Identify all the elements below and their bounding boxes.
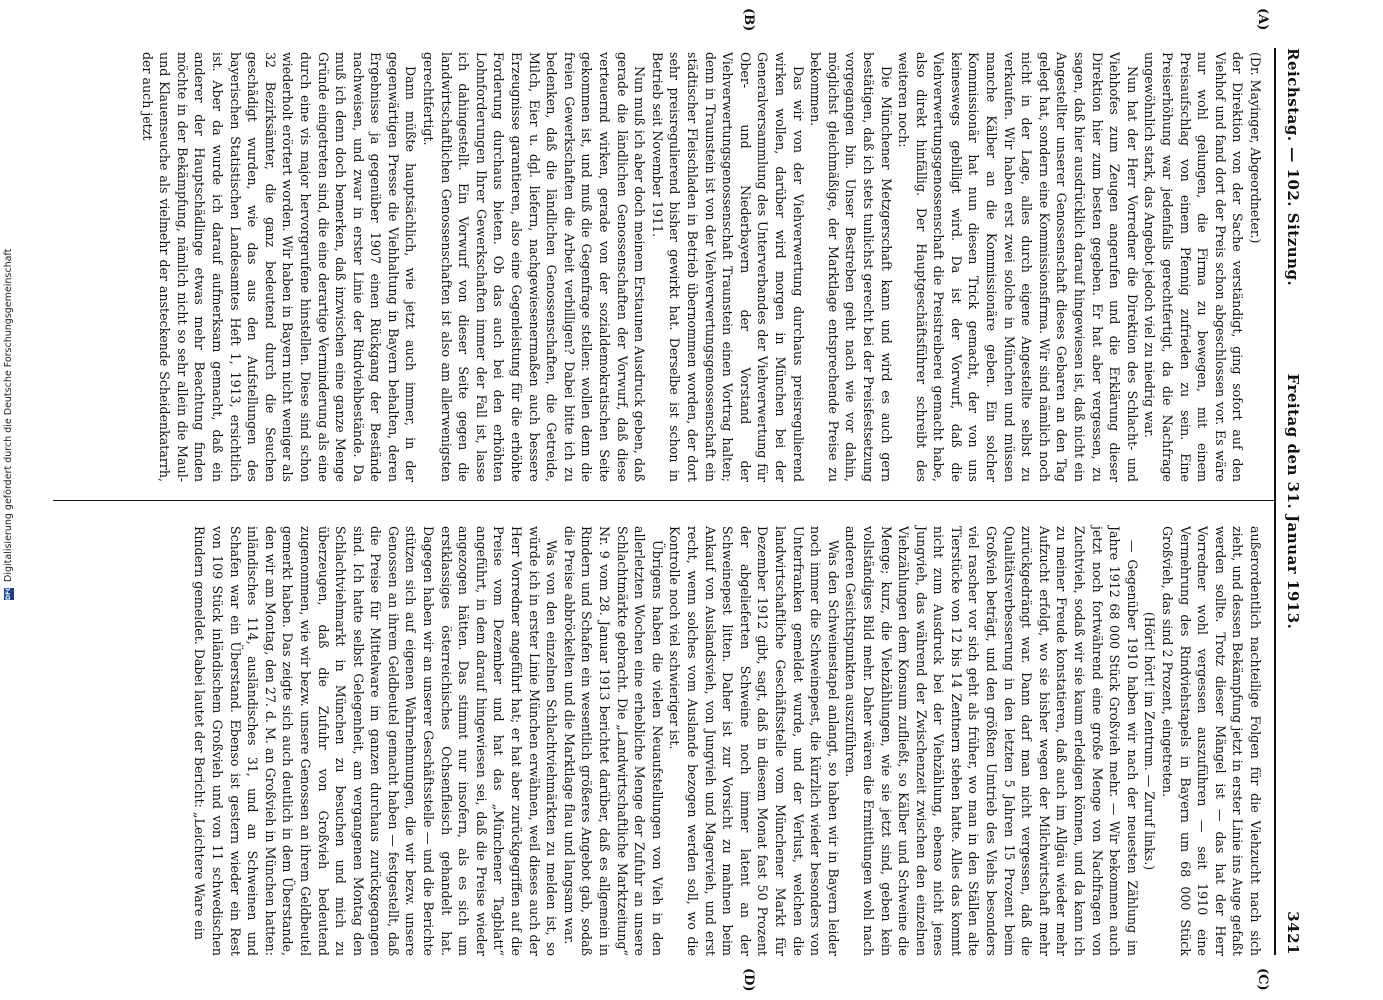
right-column bbox=[191, 526, 1264, 956]
page-header bbox=[1278, 48, 1308, 955]
header-center: Freitag den 31. Januar 1913. bbox=[1284, 373, 1302, 630]
paragraph: — Gegenüber 1910 haben wir nach der neuesten Zählung im Jahre 1912 68 000 Stück Großvieh mehr. — Wir bekommen auch jetzt noch fortwährend eine große Menge von Nachfragen von Zuchtvieh, sodaß wir sie kaum erledigen können, und da kann ich zu meiner Freude konstatieren, daß auch im Allgäu wieder mehr Aufzucht erfolgt, wo sie bisher wegen der Milchwirtschaft mehr zurückgedrängt war. Dann darf man nicht vergessen, daß die Qualitätsverbesserung in den letzten 5 Jahren 15 Prozent beim Großvieh beträgt, und den größten Umtrieb des Viehs besonders viel rascher vor sich geht als früher, wo man in den Ställen alte Tierstücke von 12 bis 14 Zentnern stehen hatte. Alles das kommt nicht zum Ausdruck bei der Viehzählung, ebenso nicht jenes Jungvieh, das während der Zwischenzeit zwischen den einzelnen Viehzählungen dem Konsum zufließt, so Kälber und Schweine die Menge; kurz, die Viehzählungen, wie sie jetzt sind, geben kein vollständiges Bild mehr. Daher wären die Ermittlungen wohl nach anderen Gesichtspunkten auszuführen. bbox=[843, 526, 1140, 956]
paragraph: Die Münchener Metzgerschaft kann und wird es auch gern bestätigen, daß ich stets tunlichst gerecht bei der Preisfestsetzung vorgegangen bin. Unser Bestreben geht nach wie vor dahin, möglichst gleichmäßige, der Marktlage entsprechende Preise zu bekommen. bbox=[808, 52, 894, 482]
paragraph: Was den Schweinestapel anlangt, so haben wir in Bayern leider noch immer die Schweinepest, die kürzlich wieder besonders von Unterfranken gemeldet wurde, und der Verlust, welchen die landwirtschaftliche Geschäftsstelle vom Münchener Markt für Dezember 1912 gibt, sagt, daß in diesem Monat fast 50 Prozent der abgelieferten Schweine noch immer latent an der Schweinepest litten. Daher ist zur Vorsicht zu mahnen beim Ankauf von Auslandsvieh, von Jungvieh und Magervieh, und erst recht, wenn solches vom Auslande bezogen werden soll, wo die Kontrolle noch viel schwieriger ist. bbox=[667, 526, 841, 956]
paragraph: Das wir von der Viehverwertung durchaus preisregulierend wirken wollen, darüber wird morgen in München bei der Generalversammlung des Unterverbandes der Viehverwertung für Ober- und Niederbayern der Vorstand der Viehverwertungsgenossenschaft Traunstein einen Vortrag halten; denn in Traunstein ist von der Viehverwertungsgenossenschaft ein städtischer Fleischladen in Betrieb übernommen worden, der dort sehr preisregulierend bisher gewirkt hat. Derselbe ist schon in Betrieb seit November 1911. bbox=[649, 52, 806, 482]
paragraph: Nun muß ich aber doch meinem Erstaunen Ausdruck geben, daß gerade die ländlichen Genossenschaften der Vorwurf, daß diese verteuernd wirken, gerade von der sozialdemokratischen Seite gekommen ist, und muß die Gegenfrage stellen: wollen denn die freien Gewerkschaften die Arbeit verbilligen? Dabei bitte ich zu bedenken, daß die ländlichen Genossenschaften, die Getreide, Milch, Eier u. dgl. liefern, nachgewiesenermaßen auch bessere Erzeugnisse garantieren, also eine Gegenleistung für die erhöhte Forderung durchaus bieten. Ob das auch bei den erhöhten Lohnforderungen Ihrer Gewerkschaften immer der Fall ist, lasse ich dahingestellt. Ein Vorwurf von dieser Seite gegen die landwirtschaftlichen Genossenschaften ist also am allerwenigsten gerechtfertigt. bbox=[421, 52, 648, 482]
paragraph: Übrigens haben die vielen Neuaufstellungen von Vieh in den allerletzten Wochen eine erhebliche Menge der Zufuhr an unsere Schlachtmärkte gebracht. Die „Landwirtschaftliche Marktzeitung“ Nr. 9 vom 28. Januar 1913 berichtet darüber, daß es allgemein in Rindern und Schafen ein wesentlich größeres Angebot gab, sodaß die Preise abbröckelten und die Marktlage flau und langsam war. bbox=[561, 526, 665, 956]
margin-marker-c: (C) bbox=[1255, 968, 1270, 991]
paragraph: Was von den einzelnen Schlachtviehmärkten zu melden ist, so würde ich in erster Linie München erwähnen, weil dieses auch der Herr Vorredner angeführt hat; er hat aber zurückgegriffen auf die Preise vom Dezember und hat das „Münchener Tagblatt“ angeführt, in dem darauf hingewiesen sei, daß die Preise wieder angezogen hätten. Das stimmt nur insofern, als es sich um erstklassiges österreichisches Ochsenfleisch gehandelt hat. Dagegen haben wir an unserer Geschäftsstelle — und die Berichte stützen sich auf eigenen Wahrnehmungen, die wir bezw. unsere Genossen an ihrem Geldbeutel gemacht haben — festgestellt, daß die Preise für Mittelware im ganzen durchaus zurückgegangen sind. Ich hatte selbst Gelegenheit, am vergangenen Montag den Schlachtviehmarkt in München zu besuchen und mich zu überzeugen, daß die Zufuhr von Großvieh bedeutend zugenommen, wie wir bezw. unsere Genossen an ihrem Geldbeutel gemerkt haben. Das zeigte sich auch deutlich in dem Überstande, den wir am Montag, den 27. d. M. an Großvieh in München hatten: inländisches 114, ausländisches 31, und an Schweinen und Schafen war ein Überstand. Ebenso ist gestern wieder ein Rest von 109 Stück inländischem Großvieh und von 11 schwedischen Rindern gemeldet. Dabei lautet der Bericht: „Leichtere Ware ein bbox=[192, 526, 560, 956]
column-divider bbox=[53, 500, 1274, 501]
margin-marker-b: (B) bbox=[741, 8, 756, 32]
dfg-logo: DFG bbox=[4, 585, 12, 600]
margin-marker-a: (A) bbox=[1255, 8, 1270, 31]
margin-marker-d: (D) bbox=[741, 968, 756, 992]
footer-text: Digitalisierung gefördert durch die Deutsche Forschungsgemeinschaft bbox=[3, 248, 14, 582]
page-number: 3421 bbox=[1284, 911, 1302, 955]
digitization-footer bbox=[3, 249, 14, 600]
header-rule bbox=[1274, 48, 1276, 955]
paragraph: der Direktion von der Sache verständigt, ging sofort auf den Viehhof und fand dort der Preis schon abgeschlossen vor. Es wäre nur wohl gelungen, die Firma zu bewegen, mit einem Preisaufschlag von einem Pfennig zufrieden zu sein. Eine Preiserhöhung war jedenfalls gerechtfertigt, da die Nachfrage ungewöhnlich stark, das Angebot jedoch viel zu niedrig war. bbox=[1142, 52, 1246, 482]
paragraph: Nun hat der Herr Vorredner die Direktion des Schlacht- und Viehhofes zum Zeugen angerufen und die Erklärung dieser Direktion hier zum besten gegeben. Er hat aber vergessen, zu sagen, daß hier ausdrücklich darauf hingewiesen ist, daß nicht ein Angestellter unserer Genossenschaft dieses Gebaren an den Tag gelegt hat, sondern eine Kommissionsfirma. Wir sind nämlich noch nicht in der Lage, alles durch eigene Angestellte selbst zu verkaufen. Wir haben erst zwei solche in München und müssen manche Kälber an die Kommissionäre geben. Ein solcher Kommissionär hat nun diesen Trick gemacht, der von uns keineswegs gebilligt wird. Da ist der Vorwurf, daß die Viehverwertungsgenossenschaft die Preistreiberei gemacht habe, also direkt hinfällig. Der Hauptgeschäftsführer schreibt des weiteren noch: bbox=[896, 52, 1140, 482]
paragraph: Dann müßte hauptsächlich, wie jetzt auch immer, in der gegenwärtigen Presse die Viehhaltung in Bayern behalten, deren Ergebnisse ja gegenüber 1907 einen Rückgang der Bestände nachweisen, und zwar in erster Linie der Rindviehbestände. Da muß ich denn doch bemerken, daß inzwischen eine ganze Menge Gründe eingetreten sind, die eine derartige Verminderung als eine durch eine vis major hervorgerufene hinstellen. Diese sind schon wiederholt erörtert worden. Wir haben in Bayern nicht weniger als 32 Bezirksämter, die ganz bedeutend durch die Seuchen geschädigt wurden, wie das aus den Aufstellungen des bayerischen Statistischen Landesamtes Heft 1, 1913, ersichtlich ist. Aber da wurde ich darauf aufmerksam gemacht, daß ein anderer der Hauptschädlinge etwas mehr Beachtung finden möchte in der Bekämpfung, nämlich nicht so sehr allein die Maul- und Klauenseuche als vielmehr der ansteckende Scheidenkatarrh, der auch jetzt bbox=[139, 52, 419, 482]
paragraph: außerordentlich nachteilige Folgen für die Viehzucht nach sich zieht, und dessen Bekämpfung jetzt in erster Linie ins Auge gefaßt werden sollte. Trotz dieser Mängel ist — das hat der Herr Vorredner wohl vergessen auszuführen — seit 1910 eine Vermehrung des Rindviehstapels in Bayern um 68 000 Stück Großvieh, das sind 2 Prozent, eingetreten. bbox=[1160, 526, 1263, 956]
speaker-line: (Dr. Mayinger, Abgeordneter.) bbox=[1248, 52, 1263, 244]
left-column bbox=[138, 52, 1264, 482]
interjection: (Hört! hört! im Zentrum. — Zuruf links.) bbox=[1142, 611, 1158, 871]
rotated-page bbox=[33, 0, 1316, 1000]
header-left: Reichstag. — 102. Sitzung. bbox=[1284, 48, 1302, 287]
